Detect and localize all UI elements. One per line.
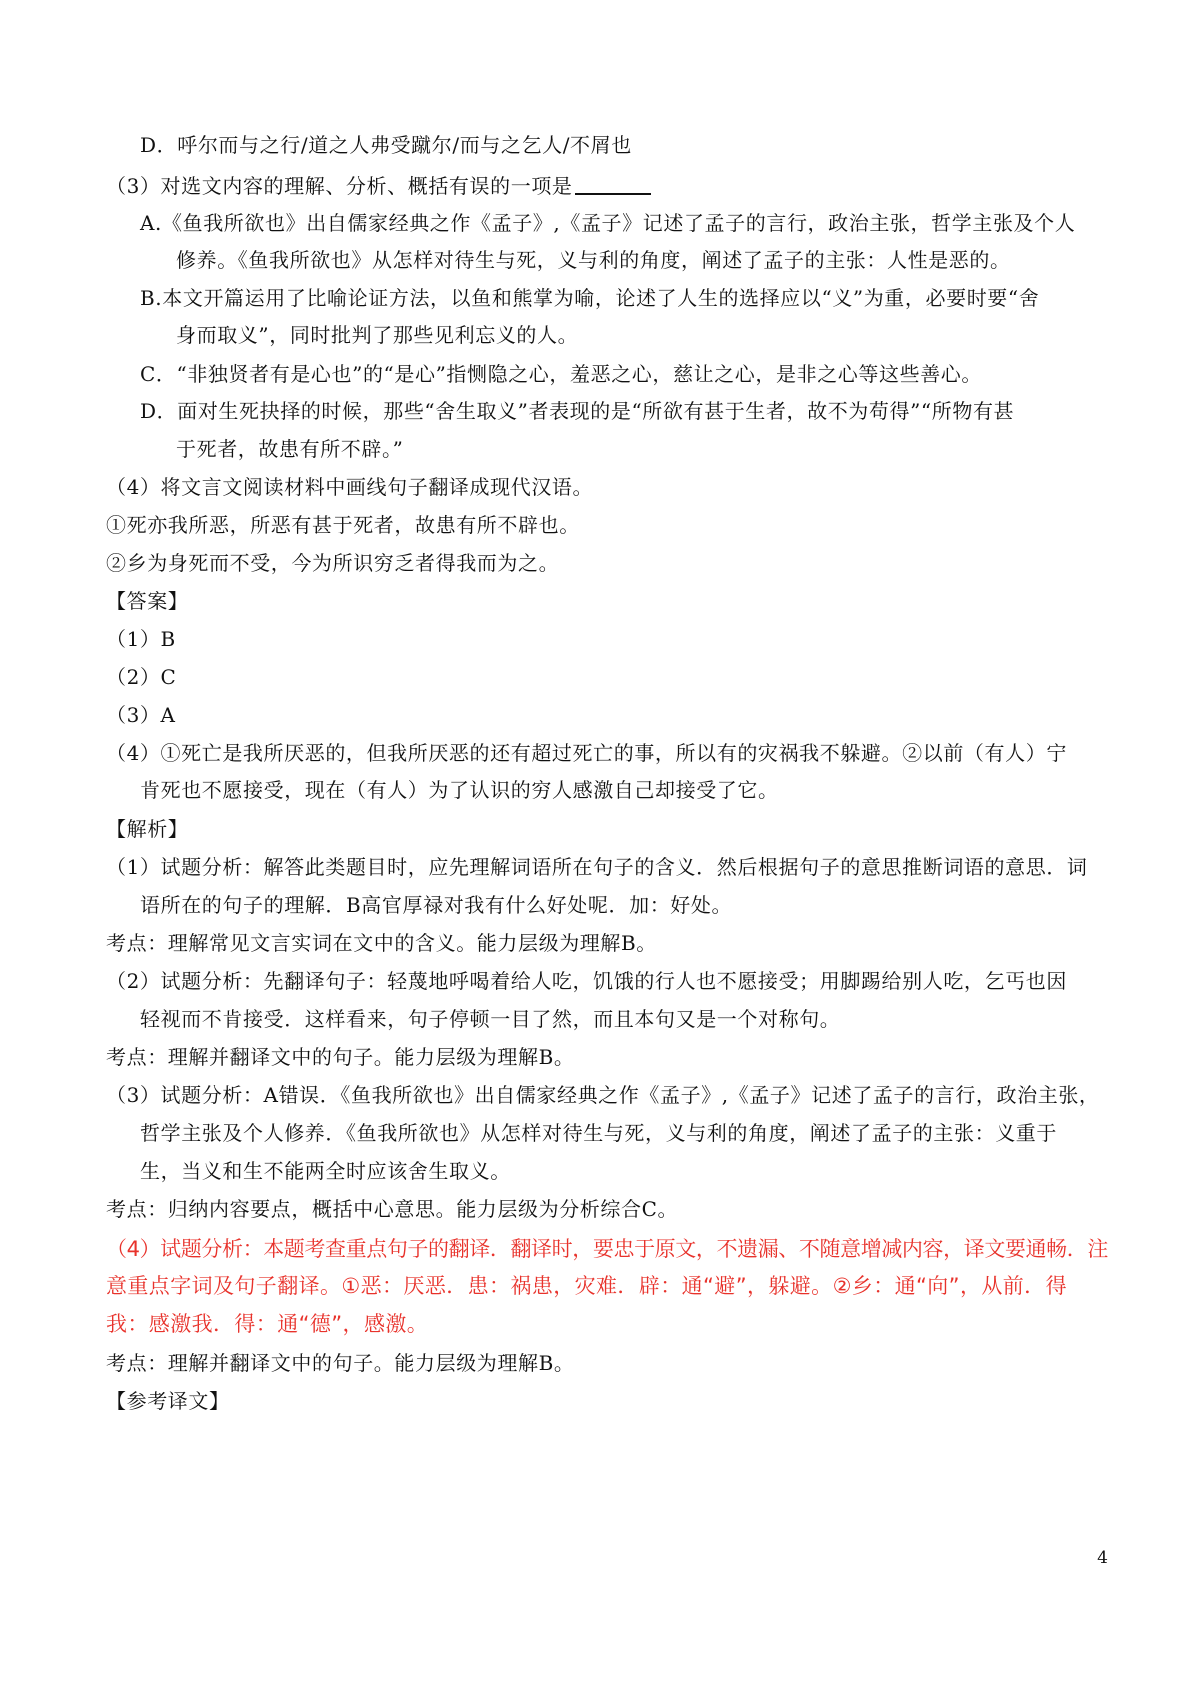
analysis-4-line3: 我：感激我．得：通“德”，感激。 — [106, 1312, 429, 1336]
analysis-4-line2: 意重点字词及句子翻译。①恶：厌恶．患：祸患，灾难．辟：通“避”，躲避。②乡：通“向”，从前．得 — [106, 1274, 1067, 1298]
answer-2: （2）C — [106, 665, 177, 689]
answer-heading: 【答案】 — [106, 589, 189, 613]
page-number: 4 — [1097, 1548, 1108, 1568]
q3-option-d-line1: D．面对生死抉择的时候，那些“舍生取义”者表现的是“所欲有甚于生者，故不为苟得”“所物有甚 — [140, 399, 1015, 423]
analysis-3-line1: （3）试题分析：A错误．《鱼我所欲也》出自儒家经典之作《孟子》,《孟子》记述了孟子的言行，政治主张， — [106, 1083, 1100, 1107]
analysis-3-line3: 生，当义和生不能两全时应该舍生取义。 — [140, 1159, 511, 1183]
answer-4-line1: （4）①死亡是我所厌恶的，但我所厌恶的还有超过死亡的事，所以有的灾祸我不躲避。②以前（有人）宁 — [106, 741, 1067, 765]
answer-4-line2: 肯死也不愿接受，现在（有人）为了认识的穷人感激自己却接受了它。 — [140, 778, 779, 802]
analysis-2-line1: （2）试题分析：先翻译句子：轻蔑地呼喝着给人吃，饥饿的行人也不愿接受；用脚踢给别人吃，乞丐也因 — [106, 969, 1067, 993]
analysis-2-line2: 轻视而不肯接受．这样看来，句子停顿一目了然，而且本句又是一个对称句。 — [140, 1007, 841, 1031]
analysis-heading: 【解析】 — [106, 817, 189, 841]
q3-option-d-line2: 于死者，故患有所不辟。” — [176, 437, 404, 461]
q3-option-b-line1: B.本文开篇运用了比喻论证方法，以鱼和熊掌为喻，论述了人生的选择应以“义”为重，必要时要“舍 — [140, 286, 1040, 310]
q3-stem — [106, 172, 651, 200]
analysis-1-line2: 语所在的句子的理解．B高官厚禄对我有什么好处呢．加：好处。 — [140, 893, 733, 917]
q3-stem-text: （3）对选文内容的理解、分析、概括有误的一项是 — [106, 174, 573, 198]
analysis-1-line1: （1）试题分析：解答此类题目时，应先理解词语所在句子的含义．然后根据句子的意思推断词语的意思．词 — [106, 855, 1088, 879]
q3-option-b-line2: 身而取义”，同时批判了那些见利忘义的人。 — [176, 323, 579, 347]
q2-option-d: D．呼尔而与之行/道之人弗受蹴尔/而与之乞人/不屑也 — [140, 133, 632, 157]
q3-option-a-line1: A.《鱼我所欲也》出自儒家经典之作《孟子》,《孟子》记述了孟子的言行，政治主张，哲学主张及个人 — [140, 211, 1076, 235]
answer-blank — [575, 173, 651, 195]
key-point-2: 考点：理解并翻译文中的句子。能力层级为理解B。 — [106, 1045, 575, 1069]
analysis-4-line1: （4）试题分析：本题考查重点句子的翻译．翻译时，要忠于原文，不遗漏、不随意增减内容，译文要通畅．注 — [106, 1237, 1108, 1261]
reference-translation-heading: 【参考译文】 — [106, 1389, 230, 1413]
answer-3: （3）A — [106, 703, 176, 727]
q3-option-c: C．“非独贤者有是心也”的“是心”指恻隐之心，羞恶之心，慈让之心，是非之心等这些善心。 — [140, 362, 983, 386]
key-point-1: 考点：理解常见文言实词在文中的含义。能力层级为理解B。 — [106, 931, 657, 955]
q3-option-a-line2: 修养。《鱼我所欲也》从怎样对待生与死，义与利的角度，阐述了孟子的主张：人性是恶的。 — [176, 248, 1011, 272]
answer-1: （1）B — [106, 627, 176, 651]
key-point-3: 考点：归纳内容要点，概括中心意思。能力层级为分析综合C。 — [106, 1197, 679, 1221]
q4-sentence-2: ②乡为身死而不受，今为所识穷乏者得我而为之。 — [106, 551, 560, 575]
analysis-3-line2: 哲学主张及个人修养．《鱼我所欲也》从怎样对待生与死，义与利的角度，阐述了孟子的主张：义重于 — [140, 1121, 1057, 1145]
q4-sentence-1: ①死亦我所恶，所恶有甚于死者，故患有所不辟也。 — [106, 513, 580, 537]
q4-stem: （4）将文言文阅读材料中画线句子翻译成现代汉语。 — [106, 475, 594, 499]
key-point-4: 考点：理解并翻译文中的句子。能力层级为理解B。 — [106, 1351, 575, 1375]
